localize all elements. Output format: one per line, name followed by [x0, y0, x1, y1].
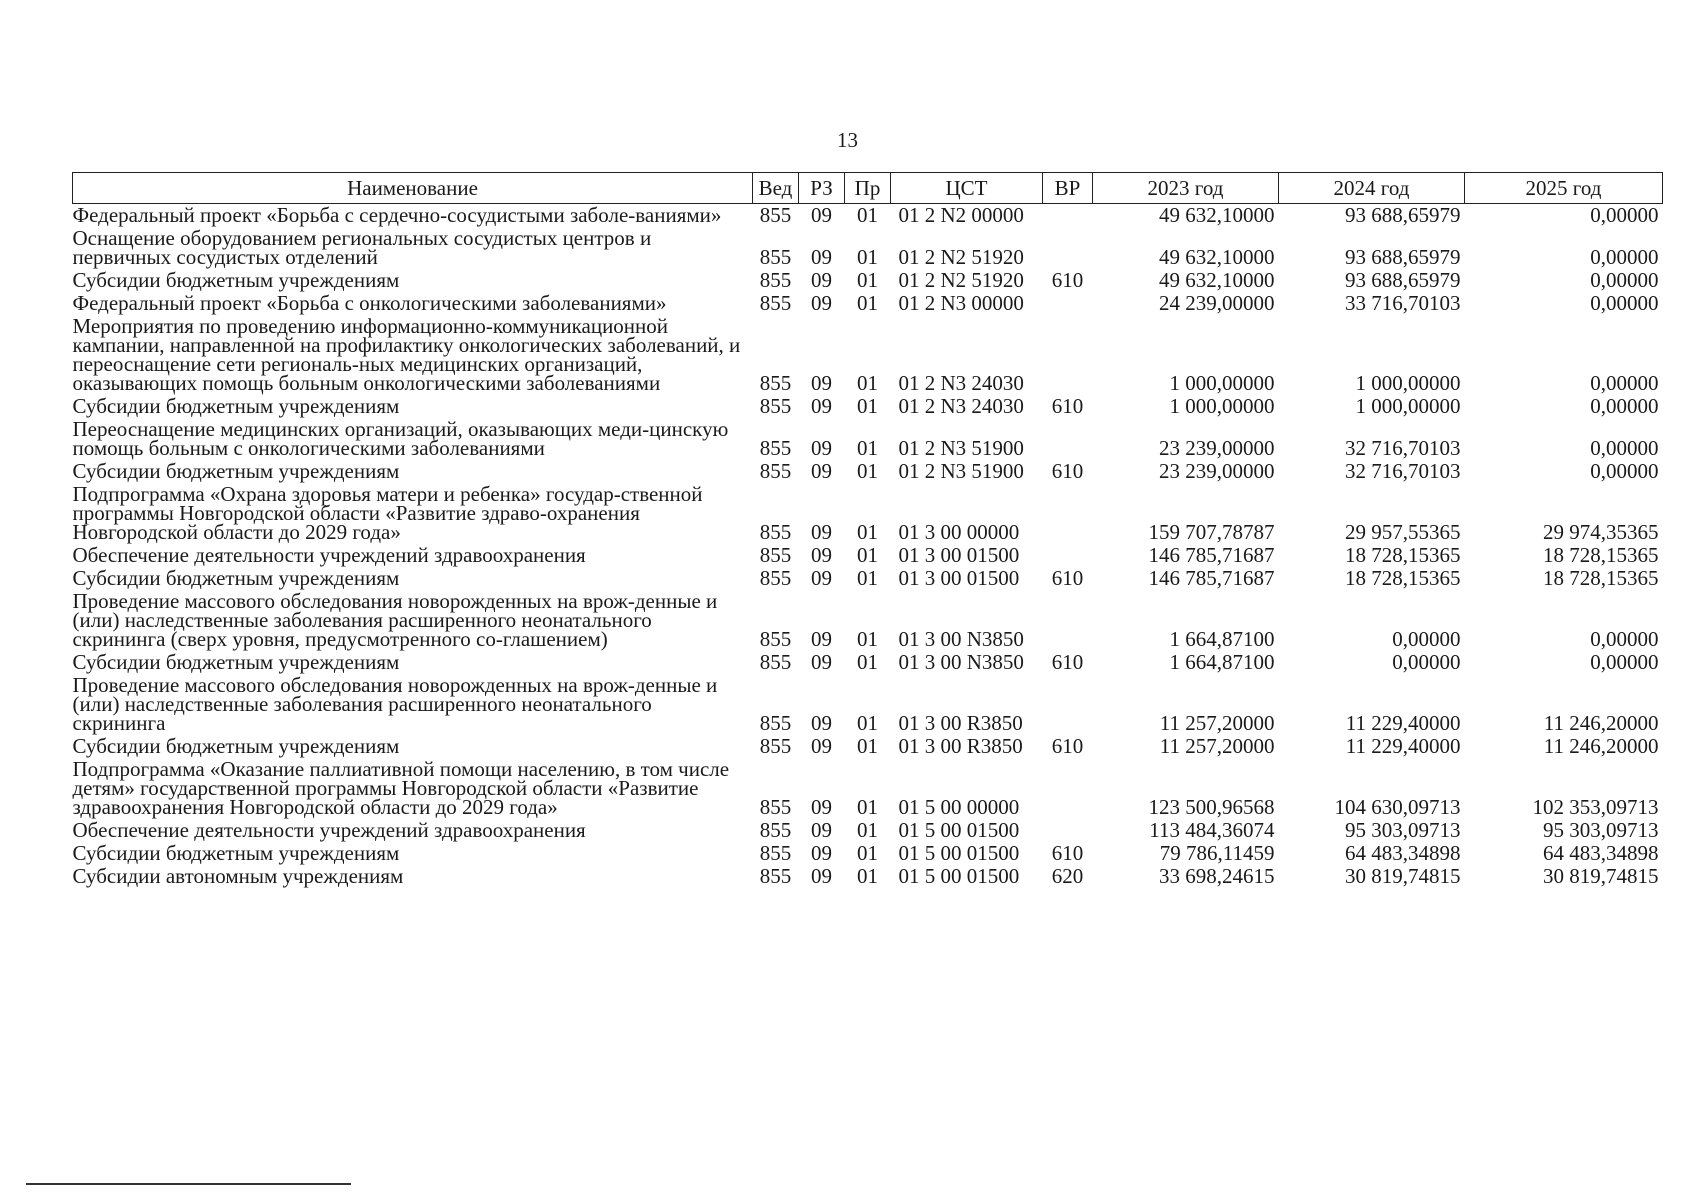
row-ved: 855 — [759, 841, 792, 865]
page-number: 13 — [837, 128, 858, 152]
row-cst: 01 3 00 01500 — [898, 566, 1020, 590]
row-vr — [1043, 315, 1093, 395]
row-ved: 855 — [759, 543, 792, 567]
row-value-2023: 49 632,10000 — [1159, 268, 1275, 292]
row-cst: 01 5 00 00000 — [898, 795, 1020, 819]
row-name: Подпрограмма «Охрана здоровья матери и ребенка» государ-ственной программы Новгородской области «Развитие здраво-охранения Новгородской области до 2029 года» — [72, 482, 703, 544]
row-cst: 01 2 N3 51900 — [898, 436, 1024, 460]
row-value-2025: 0,00000 — [1590, 650, 1659, 674]
row-value-2023: 1 000,00000 — [1169, 371, 1275, 395]
row-vr — [1043, 544, 1093, 567]
row-cst: 01 2 N2 51920 — [898, 245, 1024, 269]
row-name: Субсидии бюджетным учреждениям — [72, 841, 400, 865]
col-header-cst: ЦСТ — [891, 173, 1043, 204]
row-name: Субсидии бюджетным учреждениям — [72, 734, 400, 758]
row-vr — [1043, 418, 1093, 460]
row-name: Подпрограмма «Оказание паллиативной помощи населению, в том числе детям» государственной программы Новгородской области «Развитие здравоохранения Новгородской области до 2029 года» — [72, 757, 730, 819]
row-pr: 01 — [857, 711, 878, 735]
row-rz: 09 — [811, 245, 832, 269]
row-value-2025: 18 728,15365 — [1543, 566, 1659, 590]
table-row — [73, 544, 1663, 567]
row-value-2024: 1 000,00000 — [1355, 371, 1461, 395]
row-ved: 855 — [759, 459, 792, 483]
table-row — [73, 567, 1663, 590]
row-value-2024: 18 728,15365 — [1345, 566, 1461, 590]
row-value-2025: 29 974,35365 — [1543, 520, 1659, 544]
row-pr: 01 — [857, 734, 878, 758]
row-cst: 01 2 N2 51920 — [898, 268, 1024, 292]
row-vr: 620 — [1051, 864, 1084, 888]
row-name: Субсидии бюджетным учреждениям — [72, 650, 400, 674]
table-row — [73, 842, 1663, 865]
row-value-2024: 93 688,65979 — [1345, 245, 1461, 269]
row-pr: 01 — [857, 520, 878, 544]
row-ved: 855 — [759, 627, 792, 651]
row-vr — [1043, 674, 1093, 735]
row-cst: 01 3 00 N3850 — [898, 650, 1024, 674]
col-header-2025: 2025 год — [1465, 173, 1663, 204]
row-cst: 01 5 00 01500 — [898, 864, 1020, 888]
row-vr: 610 — [1051, 566, 1084, 590]
row-cst: 01 2 N2 00000 — [898, 203, 1024, 227]
row-pr: 01 — [857, 650, 878, 674]
row-rz: 09 — [811, 543, 832, 567]
table-row — [73, 590, 1663, 651]
row-value-2024: 1 000,00000 — [1355, 394, 1461, 418]
row-rz: 09 — [811, 841, 832, 865]
col-header-ved: Вед — [753, 173, 799, 204]
row-cst: 01 3 00 00000 — [898, 520, 1020, 544]
row-value-2024: 64 483,34898 — [1345, 841, 1461, 865]
table-row — [73, 269, 1663, 292]
table-row — [73, 674, 1663, 735]
row-cst: 01 2 N3 51900 — [898, 459, 1024, 483]
row-rz: 09 — [811, 818, 832, 842]
table-row — [73, 227, 1663, 269]
row-rz: 09 — [811, 734, 832, 758]
header-row — [73, 173, 1663, 204]
row-ved: 855 — [759, 795, 792, 819]
row-name: Мероприятия по проведению информационно-коммуникационной кампании, направленной на профилактику онкологических заболеваний, и переоснащение сети региональ-ных медицинских организаций, оказывающих помощь больным онкологическими заболеваниями — [72, 314, 741, 395]
row-value-2023: 24 239,00000 — [1159, 291, 1275, 315]
row-name: Субсидии бюджетным учреждениям — [72, 394, 400, 418]
row-value-2025: 0,00000 — [1590, 627, 1659, 651]
row-name: Переоснащение медицинских организаций, оказывающих меди-цинскую помощь больным с онкологическими заболеваниями — [72, 417, 729, 460]
row-value-2025: 0,00000 — [1590, 436, 1659, 460]
row-vr: 610 — [1051, 650, 1084, 674]
row-rz: 09 — [811, 459, 832, 483]
row-ved: 855 — [759, 203, 792, 227]
row-vr: 610 — [1051, 841, 1084, 865]
row-rz: 09 — [811, 291, 832, 315]
row-ved: 855 — [759, 394, 792, 418]
table-row — [73, 758, 1663, 819]
row-ved: 855 — [759, 650, 792, 674]
row-value-2024: 29 957,55365 — [1345, 520, 1461, 544]
col-header-2023: 2023 год — [1093, 173, 1279, 204]
row-pr: 01 — [857, 459, 878, 483]
col-header-rz: РЗ — [799, 173, 845, 204]
row-ved: 855 — [759, 245, 792, 269]
row-cst: 01 2 N3 24030 — [898, 394, 1024, 418]
row-name: Оснащение оборудованием региональных сосудистых центров и первичных сосудистых отделений — [72, 226, 652, 269]
row-pr: 01 — [857, 245, 878, 269]
table-body — [73, 204, 1663, 889]
row-pr: 01 — [857, 566, 878, 590]
row-vr: 610 — [1051, 734, 1084, 758]
row-value-2023: 79 786,11459 — [1159, 841, 1275, 865]
table-row — [73, 292, 1663, 315]
row-rz: 09 — [811, 711, 832, 735]
row-value-2023: 23 239,00000 — [1159, 436, 1275, 460]
row-value-2024: 18 728,15365 — [1345, 543, 1461, 567]
row-vr — [1043, 483, 1093, 544]
row-value-2023: 146 785,71687 — [1148, 543, 1275, 567]
footer-divider — [26, 1183, 351, 1185]
row-ved: 855 — [759, 864, 792, 888]
row-value-2023: 49 632,10000 — [1159, 203, 1275, 227]
row-ved: 855 — [759, 566, 792, 590]
row-value-2024: 93 688,65979 — [1345, 203, 1461, 227]
row-cst: 01 2 N3 00000 — [898, 291, 1024, 315]
table-row — [73, 735, 1663, 758]
row-value-2024: 33 716,70103 — [1345, 291, 1461, 315]
row-name: Федеральный проект «Борьба с сердечно-сосудистыми заболе-ваниями» — [72, 203, 722, 227]
row-ved: 855 — [759, 268, 792, 292]
table-row — [73, 865, 1663, 888]
row-vr — [1043, 227, 1093, 269]
row-cst: 01 3 00 R3850 — [898, 711, 1023, 735]
row-rz: 09 — [811, 650, 832, 674]
row-value-2024: 11 229,40000 — [1345, 734, 1461, 758]
row-name: Проведение массового обследования новорожденных на врож-денные и (или) наследственные заболевания расширенного неонатального скрининга (сверх уровня, предусмотренного со-глашением) — [72, 589, 718, 651]
row-vr: 610 — [1051, 459, 1084, 483]
row-ved: 855 — [759, 520, 792, 544]
row-rz: 09 — [811, 795, 832, 819]
row-value-2023: 49 632,10000 — [1159, 245, 1275, 269]
row-vr: 610 — [1051, 268, 1084, 292]
row-value-2025: 0,00000 — [1590, 245, 1659, 269]
budget-table — [72, 172, 1663, 888]
row-value-2023: 23 239,00000 — [1159, 459, 1275, 483]
row-vr — [1043, 292, 1093, 315]
row-name: Субсидии бюджетным учреждениям — [72, 268, 400, 292]
table-row — [73, 204, 1663, 228]
row-ved: 855 — [759, 371, 792, 395]
row-cst: 01 3 00 01500 — [898, 543, 1020, 567]
row-value-2024: 0,00000 — [1392, 650, 1461, 674]
row-value-2025: 102 353,09713 — [1532, 795, 1659, 819]
row-value-2023: 33 698,24615 — [1159, 864, 1275, 888]
row-pr: 01 — [857, 371, 878, 395]
row-value-2025: 18 728,15365 — [1543, 543, 1659, 567]
row-value-2024: 32 716,70103 — [1345, 459, 1461, 483]
row-rz: 09 — [811, 268, 832, 292]
row-value-2023: 159 707,78787 — [1148, 520, 1275, 544]
row-name: Федеральный проект «Борьба с онкологическими заболеваниями» — [72, 291, 667, 315]
table-row — [73, 418, 1663, 460]
row-ved: 855 — [759, 818, 792, 842]
row-name: Субсидии бюджетным учреждениям — [72, 566, 400, 590]
row-name: Проведение массового обследования новорожденных на врож-денные и (или) наследственные заболевания расширенного неонатального скрининга — [72, 673, 718, 735]
row-rz: 09 — [811, 203, 832, 227]
row-vr — [1043, 204, 1093, 228]
table-row — [73, 651, 1663, 674]
row-pr: 01 — [857, 818, 878, 842]
row-value-2023: 11 257,20000 — [1159, 734, 1275, 758]
row-value-2023: 1 664,87100 — [1169, 627, 1275, 651]
row-name: Обеспечение деятельности учреждений здравоохранения — [72, 818, 586, 842]
row-rz: 09 — [811, 566, 832, 590]
row-value-2023: 1 000,00000 — [1169, 394, 1275, 418]
row-value-2024: 32 716,70103 — [1345, 436, 1461, 460]
row-cst: 01 3 00 R3850 — [898, 734, 1023, 758]
row-cst: 01 5 00 01500 — [898, 841, 1020, 865]
row-pr: 01 — [857, 841, 878, 865]
row-ved: 855 — [759, 291, 792, 315]
row-value-2024: 30 819,74815 — [1345, 864, 1461, 888]
col-header-2024: 2024 год — [1279, 173, 1465, 204]
row-name: Обеспечение деятельности учреждений здравоохранения — [72, 543, 586, 567]
row-value-2025: 30 819,74815 — [1543, 864, 1659, 888]
row-pr: 01 — [857, 543, 878, 567]
row-value-2025: 64 483,34898 — [1543, 841, 1659, 865]
row-cst: 01 5 00 01500 — [898, 818, 1020, 842]
row-value-2025: 0,00000 — [1590, 203, 1659, 227]
row-pr: 01 — [857, 394, 878, 418]
row-vr — [1043, 590, 1093, 651]
row-ved: 855 — [759, 436, 792, 460]
row-rz: 09 — [811, 371, 832, 395]
row-value-2025: 11 246,20000 — [1543, 711, 1659, 735]
col-header-pr: Пр — [845, 173, 891, 204]
row-vr — [1043, 758, 1093, 819]
row-value-2025: 0,00000 — [1590, 394, 1659, 418]
row-value-2025: 0,00000 — [1590, 268, 1659, 292]
row-value-2025: 95 303,09713 — [1543, 818, 1659, 842]
row-value-2023: 113 484,36074 — [1149, 818, 1275, 842]
row-rz: 09 — [811, 520, 832, 544]
row-pr: 01 — [857, 795, 878, 819]
table-row — [73, 819, 1663, 842]
row-pr: 01 — [857, 627, 878, 651]
row-value-2023: 1 664,87100 — [1169, 650, 1275, 674]
col-header-vr: ВР — [1043, 173, 1093, 204]
row-rz: 09 — [811, 394, 832, 418]
row-value-2025: 0,00000 — [1590, 459, 1659, 483]
row-ved: 855 — [759, 734, 792, 758]
row-value-2023: 146 785,71687 — [1148, 566, 1275, 590]
row-value-2023: 11 257,20000 — [1159, 711, 1275, 735]
table-row — [73, 460, 1663, 483]
row-value-2025: 0,00000 — [1590, 291, 1659, 315]
row-name: Субсидии бюджетным учреждениям — [72, 459, 400, 483]
row-value-2024: 104 630,09713 — [1334, 795, 1461, 819]
row-cst: 01 3 00 N3850 — [898, 627, 1024, 651]
row-rz: 09 — [811, 864, 832, 888]
row-value-2024: 0,00000 — [1392, 627, 1461, 651]
row-vr — [1043, 819, 1093, 842]
row-value-2024: 11 229,40000 — [1345, 711, 1461, 735]
row-pr: 01 — [857, 203, 878, 227]
row-value-2024: 95 303,09713 — [1345, 818, 1461, 842]
table-row — [73, 483, 1663, 544]
table-row — [73, 395, 1663, 418]
row-rz: 09 — [811, 436, 832, 460]
row-value-2025: 0,00000 — [1590, 371, 1659, 395]
row-pr: 01 — [857, 864, 878, 888]
row-value-2023: 123 500,96568 — [1148, 795, 1275, 819]
row-value-2025: 11 246,20000 — [1543, 734, 1659, 758]
row-value-2024: 93 688,65979 — [1345, 268, 1461, 292]
row-pr: 01 — [857, 291, 878, 315]
row-pr: 01 — [857, 436, 878, 460]
row-name: Субсидии автономным учреждениям — [72, 864, 404, 888]
col-header-name: Наименование — [73, 173, 753, 204]
row-vr: 610 — [1051, 394, 1084, 418]
row-ved: 855 — [759, 711, 792, 735]
row-cst: 01 2 N3 24030 — [898, 371, 1024, 395]
table-row — [73, 315, 1663, 395]
row-pr: 01 — [857, 268, 878, 292]
row-rz: 09 — [811, 627, 832, 651]
